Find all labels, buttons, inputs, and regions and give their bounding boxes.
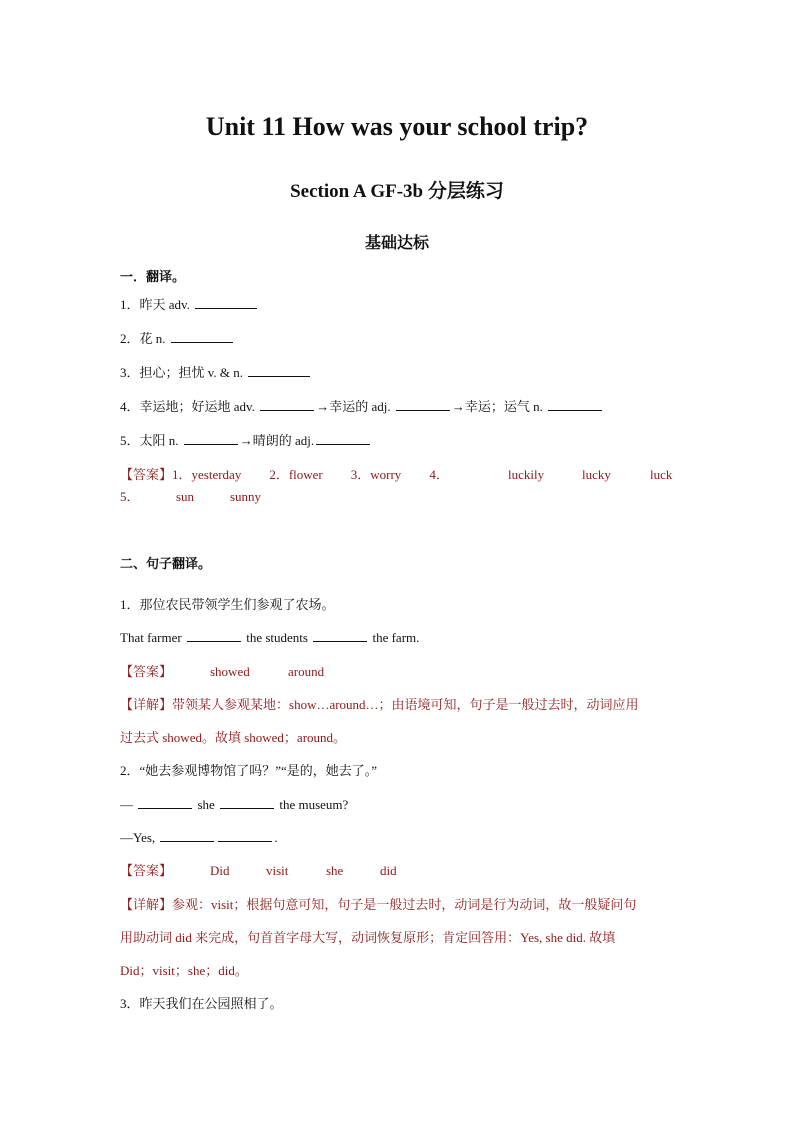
answer-blank[interactable] xyxy=(218,829,272,842)
answer-value: did xyxy=(380,863,397,878)
answer-blank[interactable] xyxy=(313,629,367,642)
detail-line xyxy=(120,896,636,914)
answer-blank[interactable] xyxy=(195,296,257,309)
section-subtitle: Section A GF-3b 分层练习 xyxy=(290,181,504,202)
answer-value: 5． xyxy=(120,489,140,504)
answer-blank[interactable] xyxy=(184,432,238,445)
detail-text: 参观：visit；根据句意可知，句子是一般过去时，动词是行为动词，故一般疑问句 xyxy=(172,897,637,912)
question-item xyxy=(120,330,235,348)
sentence-text: the museum? xyxy=(276,797,349,812)
answer-blank[interactable] xyxy=(220,796,274,809)
answer-line xyxy=(120,663,172,681)
answer-label: 【答案】 xyxy=(120,664,173,679)
answer-value: 2．flower xyxy=(269,467,323,482)
question-sentence xyxy=(120,796,348,814)
detail-label: 【详解】 xyxy=(120,897,173,912)
answer-value: Did xyxy=(210,863,230,878)
question-item xyxy=(120,296,259,314)
answer-blank[interactable] xyxy=(187,629,241,642)
answer-blank[interactable] xyxy=(396,398,450,411)
answer-line xyxy=(120,862,172,880)
question-sentence xyxy=(120,629,419,647)
answer-value: sun xyxy=(176,489,195,504)
answer-value: luckily xyxy=(508,467,545,482)
question-prompt: 2．“她去参观博物馆了吗？”“是的，她去了。” xyxy=(120,763,378,778)
question-prompt: 1．那位农民带领学生们参观了农场。 xyxy=(120,597,335,612)
answer-label: 【答案】 xyxy=(120,467,173,482)
question-text: 2．花 n. xyxy=(120,331,169,346)
question-text: 1．昨天 adv. xyxy=(120,297,194,312)
answer-blank[interactable] xyxy=(548,398,602,411)
level-heading: 基础达标 xyxy=(364,235,429,252)
answer-label: 【答案】 xyxy=(120,863,173,878)
question-text: 3．担心；担忧 v. & n. xyxy=(120,365,247,380)
answer-value: sunny xyxy=(230,489,262,504)
sentence-text: — xyxy=(120,797,137,812)
sentence-text: That farmer xyxy=(120,630,185,645)
sentence-text: —Yes, xyxy=(120,830,159,845)
answer-blank[interactable] xyxy=(248,364,310,377)
answer-value: showed xyxy=(210,664,250,679)
answer-line xyxy=(120,466,449,484)
answer-value: luck xyxy=(650,467,673,482)
question-prompt: 3．昨天我们在公园照相了。 xyxy=(120,996,283,1011)
question-item xyxy=(120,364,312,382)
answer-value: 1．yesterday xyxy=(172,467,242,482)
section2-heading: 二、句子翻译。 xyxy=(120,556,212,571)
answer-blank[interactable] xyxy=(138,796,192,809)
detail-line xyxy=(120,696,639,714)
detail-text: 用助动词 did 来完成，句首首字母大写，动词恢复原形；肯定回答用：Yes, she did. 故填 xyxy=(120,930,616,945)
detail-text: Did；visit；she；did。 xyxy=(120,963,248,978)
answer-value: visit xyxy=(266,863,289,878)
question-item xyxy=(120,398,604,416)
answer-value: around xyxy=(288,664,325,679)
answer-blank[interactable] xyxy=(160,829,214,842)
question-text: 5．太阳 n. xyxy=(120,433,182,448)
answer-value: 3．worry xyxy=(350,467,402,482)
answer-value: 4． xyxy=(429,467,449,482)
question-text: →幸运的 adj. xyxy=(316,399,394,414)
sentence-text: the students xyxy=(242,630,312,645)
answer-blank[interactable] xyxy=(260,398,314,411)
page-title: Unit 11 How was your school trip? xyxy=(205,112,589,141)
question-sentence xyxy=(120,829,278,847)
answer-blank[interactable] xyxy=(316,432,370,445)
section1-heading: 一．翻译。 xyxy=(120,269,186,284)
question-text: →幸运；运气 n. xyxy=(451,399,547,414)
question-text: →晴朗的 adj. xyxy=(239,433,315,448)
answer-blank[interactable] xyxy=(171,330,233,343)
question-text: 4．幸运地；好运地 adv. xyxy=(120,399,259,414)
detail-text: 带领某人参观某地：show…around…；由语境可知，句子是一般过去时，动词应用 xyxy=(172,697,639,712)
detail-label: 【详解】 xyxy=(120,697,173,712)
answer-value: lucky xyxy=(582,467,611,482)
sentence-text: the farm. xyxy=(369,630,420,645)
sentence-text: . xyxy=(274,830,278,845)
sentence-text: she xyxy=(194,797,219,812)
answer-value: she xyxy=(326,863,344,878)
question-item xyxy=(120,432,372,450)
detail-text: 过去式 showed。故填 showed；around。 xyxy=(120,730,347,745)
